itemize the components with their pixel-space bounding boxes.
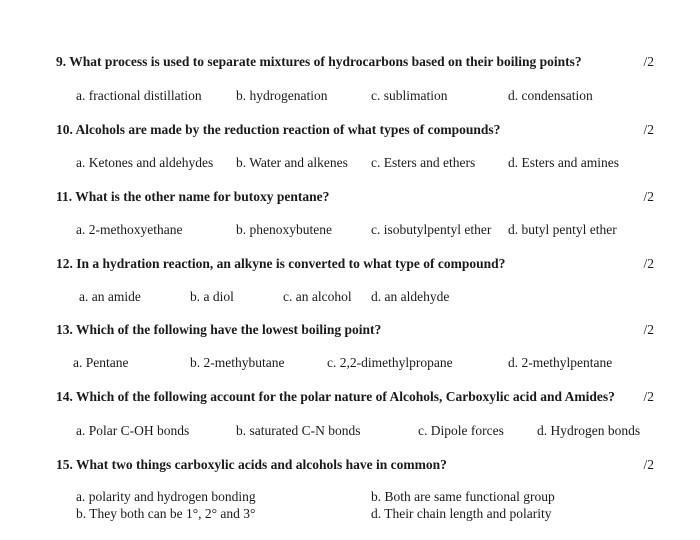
q10-option-a: a. Ketones and aldehydes (76, 155, 214, 170)
q13-option-b: b. 2-methybutane (190, 355, 285, 370)
question-10: 10. Alcohols are made by the reduction reaction of what types of compounds? (56, 122, 501, 137)
q11-option-c: c. isobutylpentyl ether (371, 222, 492, 237)
q9-option-b: b. hydrogenation (236, 88, 328, 103)
q15-option-d: d. Their chain length and polarity (371, 506, 552, 521)
q9-option-d: d. condensation (508, 88, 593, 103)
marks-14: /2 (643, 389, 654, 404)
marks-15: /2 (643, 457, 654, 472)
q15-option-a: a. polarity and hydrogen bonding (76, 489, 256, 504)
marks-10: /2 (643, 122, 654, 137)
q13-option-d: d. 2-methylpentane (508, 355, 613, 370)
q10-option-c: c. Esters and ethers (371, 155, 476, 170)
q9-option-a: a. fractional distillation (76, 88, 202, 103)
q11-option-d: d. butyl pentyl ether (508, 222, 617, 237)
question-11: 11. What is the other name for butoxy pentane? (56, 189, 330, 204)
q10-option-d: d. Esters and amines (508, 155, 619, 170)
marks-12: /2 (643, 256, 654, 271)
question-14: 14. Which of the following account for the polar nature of Alcohols, Carboxylic acid and Amides? (56, 389, 615, 404)
q12-option-d: d. an aldehyde (371, 289, 450, 304)
q14-option-a: a. Polar C-OH bonds (76, 423, 190, 438)
q15-option-b-second: b. They both can be 1°, 2° and 3° (76, 506, 256, 521)
q13-option-c: c. 2,2-dimethylpropane (327, 355, 453, 370)
q13-option-a: a. Pentane (73, 355, 129, 370)
question-15: 15. What two things carboxylic acids and alcohols have in common? (56, 457, 447, 472)
q12-option-a: a. an amide (79, 289, 141, 304)
question-9: 9. What process is used to separate mixtures of hydrocarbons based on their boiling points? (56, 54, 582, 69)
question-13: 13. Which of the following have the lowest boiling point? (56, 322, 382, 337)
q15-option-b: b. Both are same functional group (371, 489, 555, 504)
marks-9: /2 (643, 54, 654, 69)
q12-option-c: c. an alcohol (283, 289, 352, 304)
q11-option-b: b. phenoxybutene (236, 222, 332, 237)
q9-option-c: c. sublimation (371, 88, 448, 103)
q14-option-d: d. Hydrogen bonds (537, 423, 641, 438)
q10-option-b: b. Water and alkenes (236, 155, 348, 170)
q14-option-b: b. saturated C-N bonds (236, 423, 361, 438)
q12-option-b: b. a diol (190, 289, 234, 304)
q14-option-c: c. Dipole forces (418, 423, 504, 438)
marks-13: /2 (643, 322, 654, 337)
marks-11: /2 (643, 189, 654, 204)
question-12: 12. In a hydration reaction, an alkyne is converted to what type of compound? (56, 256, 506, 271)
q11-option-a: a. 2-methoxyethane (76, 222, 183, 237)
